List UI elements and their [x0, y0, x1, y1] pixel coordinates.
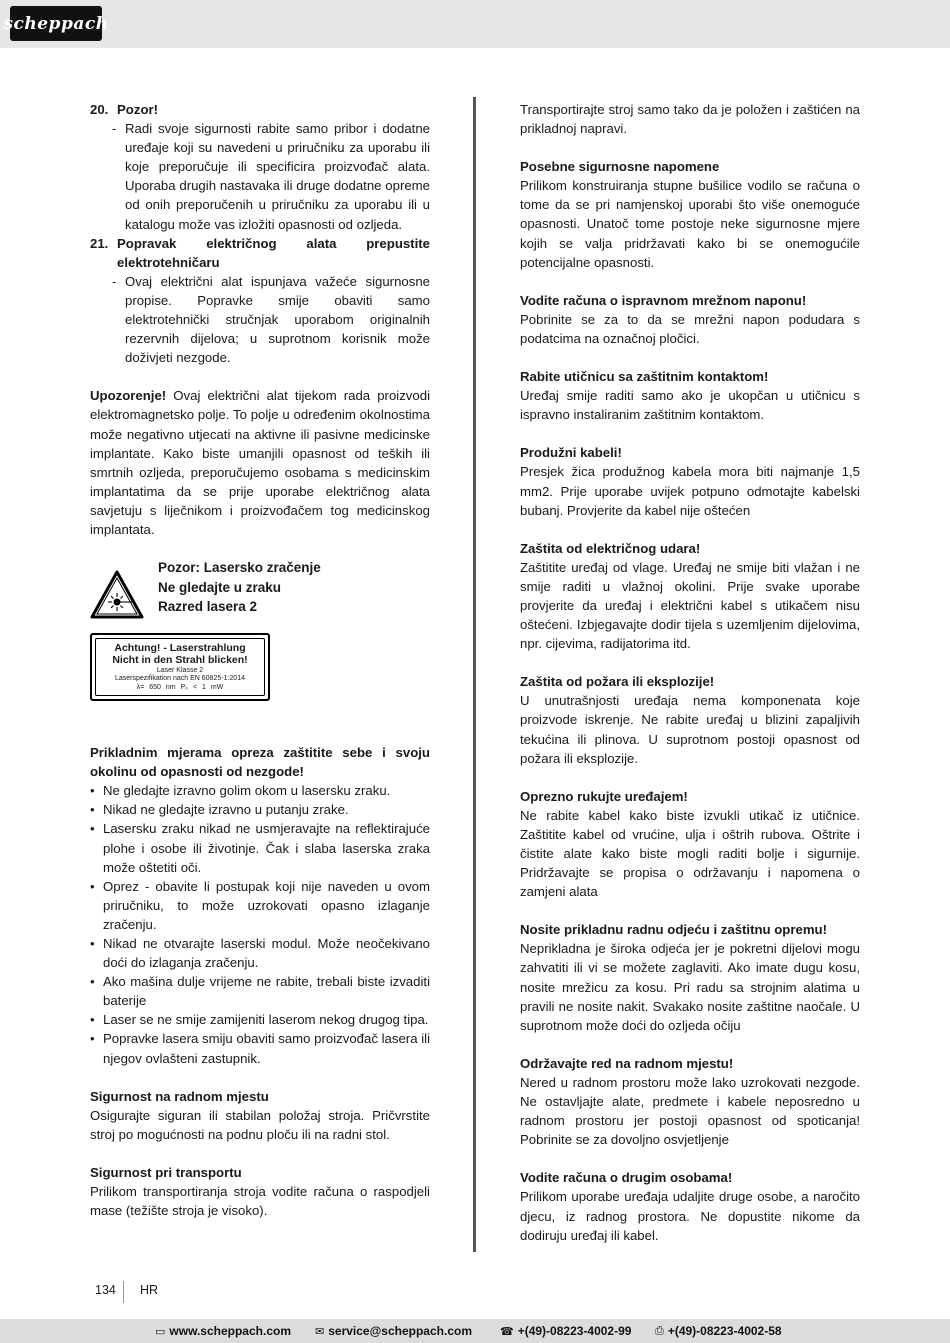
protection-title: Prikladnim mjerama opreza zaštitite sebe i svoju okolinu od opasnosti od nezgode! — [90, 745, 430, 780]
list-item: • Nikad ne gledajte izravno u putanju zrake. — [90, 802, 349, 818]
dash-marker: - — [112, 273, 117, 289]
section-title: Produžni kabeli! — [520, 445, 622, 461]
phone-contact — [500, 1324, 631, 1338]
transport-intro: Transportirajte stroj samo tako da je položen i zaštićen na prikladnoj napravi. — [520, 102, 860, 137]
footer-divider — [123, 1281, 124, 1303]
section-title: Rabite utičnicu sa zaštitnim kontaktom! — [520, 369, 769, 385]
section-item-20 — [90, 100, 430, 119]
section-text: Neprikladna je široka odjeća jer je pokretni dijelovi mogu zahvatiti ili vi se možete zaglaviti. Ako imate dugu kosu, nosite mrežicu za kosu. Pri radu sa strojnim alatima u pravili ne nosite nakit. Svakako nosite zaštitne naočale. U suprotnom može doći do ozljeda očiju — [520, 941, 860, 1033]
phone-number: +(49)-08223-4002-99 — [517, 1324, 632, 1338]
list-item: • Ne gledajte izravno golim okom u lasersku zraku. — [90, 783, 391, 799]
dash-marker: - — [112, 121, 117, 137]
fax-number: +(49)-08223-4002-58 — [667, 1324, 782, 1338]
label-line-2: Nicht in den Strahl blicken! — [112, 654, 248, 667]
monitor-icon: ▭ — [155, 1325, 166, 1338]
section-text: Prilikom uporabe uređaja udaljite druge osobe, a naročito djecu, iz radnog prostora. Ne dopustite nikome da dodiruju uređaj ili kabel. — [520, 1189, 860, 1243]
section-item-21 — [90, 234, 430, 272]
section-title: Održavajte red na radnom mjestu! — [520, 1055, 734, 1071]
section-text: Prilikom konstruiranja stupne bušilice vodilo se računa o tome da se pri namjenskoj uporabi što više onemoguće opasnosti. Unatoč tome postoje neke sigurnosne mjere kojih se valja pridržavati kako bi se onemogućile potencijalne opasnosti. — [520, 178, 860, 270]
item-number: 20. — [90, 102, 109, 117]
laser-warning-text — [158, 558, 321, 617]
item-number: 21. — [90, 235, 109, 251]
laser-line-2: Ne gledajte u zraku — [158, 579, 282, 595]
label-line-1: Achtung! - Laserstrahlung — [114, 642, 246, 655]
label-line-5: λ= 650 nm P₀ < 1 mW — [136, 684, 224, 692]
item-text: Radi svoje sigurnosti rabite samo pribor i dodatne uređaje koji su navedeni u priručniku za uporabu ili koje preporučuje ili specificira proizvođač alata. Uporaba drugih nastavaka ili druge dodatne opreme od onih preporučenih u priručniku za uporabu ili u katalogu može vas izložiti opasnosti od ozljeda. — [125, 121, 430, 232]
section-title: Nosite prikladnu radnu odjeću i zaštitnu opremu! — [520, 922, 828, 938]
section-text: Uređaj smije raditi samo ako je ukopčan u utičnicu s ispravno instaliranim zaštitnim kontaktom. — [520, 388, 860, 423]
website-contact[interactable] — [155, 1324, 291, 1338]
laser-warning-icon — [90, 570, 144, 620]
section-text: Pobrinite se za to da se mrežni napon podudara s podatcima na označnoj pločici. — [520, 311, 860, 346]
label-line-4: Laserspezifikation nach EN 60825-1:2014 — [115, 675, 245, 683]
scheppach-logo — [3, 6, 109, 41]
mail-icon: ✉ — [315, 1325, 325, 1338]
section-title: Zaštita od električnog udara! — [520, 540, 701, 556]
laser-line-1: Pozor: Lasersko zračenje — [158, 560, 321, 576]
section-text: Ne rabite kabel kako biste izvukli utikač iz utičnice. Zaštitite kabel od vrućine, ulja i oštrih rubova. Oštrite i čistite alate kako biste mogli raditi bolje i sigurnije. Pridržavajte se propisa o održavanju i napomena o zamjeni alata — [520, 807, 860, 900]
item-text: Ovaj električni alat ispunjava važeće sigurnosne propise. Popravke smije obaviti samo elektrotehnički stručnjak uporabom originalnih rezervnih dijelova; u suprotnom korisnik može doživjeti nezgode. — [125, 273, 430, 366]
item-title: Popravak električnog alata prepustite elektrotehničaru — [117, 235, 430, 270]
fax-icon: ⎙ — [655, 1324, 664, 1337]
workplace-title: Sigurnost na radnom mjestu — [90, 1088, 269, 1104]
section-title: Zaštita od požara ili eksplozije! — [520, 674, 715, 690]
warning-label: Upozorenje! — [90, 388, 167, 404]
section-title: Vodite računa o drugim osobama! — [520, 1170, 733, 1186]
warning-text: Ovaj električni alat tijekom rada proizvodi elektromagnetsko polje. To polje u određenim okolnostima može negativno utjecati na aktivne ili pasivne medicinske implantate. Kako biste umanjili opasnost od teških ili smrtnih ozljeda, preporučujemo osobama s medicinskim implantatima da se prije uporabe električnog alata savjetuju s liječnikom i proizvođačem tog medicinskog implantata. — [90, 388, 430, 537]
website-link[interactable]: www.scheppach.com — [169, 1324, 291, 1338]
section-text: U unutrašnjosti uređaja nema komponenata koje proizvode iskrenje. Ne rabite uređaj u blizini zapaljivih tekućina ili plinova. U suprotnom postoji opasnost od požara ili eksplozije. — [520, 693, 860, 766]
item-20-text — [90, 119, 430, 234]
laser-warning-block — [90, 558, 430, 743]
right-column — [520, 100, 860, 1245]
email-link[interactable]: service@scheppach.com — [328, 1324, 472, 1338]
language-code: HR — [140, 1283, 159, 1297]
left-column — [90, 100, 430, 1220]
label-line-3: Laser Klasse 2 — [156, 667, 204, 675]
section-text: Zaštitite uređaj od vlage. Uređaj ne smije biti vlažan i ne smije raditi u vlažnoj okolini. Prije svake uporabe provjerite da uređaj i električni kabel s utikačem nisu oštećeni. Izbjegavajte dodir tijela s uzemljenim dijelovima, npr. cijevima, radijatorima itd. — [520, 559, 860, 652]
item-21-text — [90, 272, 430, 367]
phone-icon: ☎ — [500, 1325, 514, 1338]
section-title: Posebne sigurnosne napomene — [520, 159, 720, 175]
transport-title: Sigurnost pri transportu — [90, 1164, 242, 1180]
workplace-text: Osigurajte siguran ili stabilan položaj stroja. Pričvrstite stroj po mogućnosti na podnu ploču ili na radni stol. — [90, 1107, 430, 1142]
page-number: 134 — [95, 1283, 116, 1297]
header-bar — [0, 0, 950, 48]
list-item: • Lasersku zraku nikad ne usmjeravajte na reflektirajuće plohe i osobe ili životinje. Čak i slaba laserska zraka može oštetiti oči. — [90, 821, 430, 875]
list-item: • Nikad ne otvarajte laserski modul. Može neočekivano doći do izlaganja zračenju. — [90, 936, 430, 971]
laser-line-3: Razred lasera 2 — [158, 599, 258, 615]
emf-warning — [90, 386, 430, 539]
section-text: Presjek žica produžnog kabela mora biti najmanje 1,5 mm2. Prije uporabe uvijek potpuno odmotajte kabelski bubanj. Provjerite da kabel nije oštećen — [520, 464, 860, 518]
protection-bullet-list — [90, 781, 430, 1067]
list-item: • Laser se ne smije zamijeniti laserom nekog drugog tipa. — [90, 1012, 429, 1028]
transport-text: Prilikom transportiranja stroja vodite računa o raspodjeli mase (težište stroja je visoko). — [90, 1184, 430, 1219]
email-contact[interactable] — [315, 1324, 472, 1338]
section-text: Nered u radnom prostoru može lako uzrokovati nezgode. Ne ostavljajte alate, predmete i kabele neposredno u radnom prostoru jer postoji opasnost od spoticanja! Pobrinite se za dovoljno osvjetljenje — [520, 1074, 860, 1148]
laser-class-label — [90, 633, 270, 701]
fax-contact — [655, 1324, 782, 1338]
item-title: Pozor! — [117, 102, 159, 117]
section-title: Oprezno rukujte uređajem! — [520, 788, 688, 804]
list-item: • Oprez - obavite li postupak koji nije naveden u ovom priručniku, to može uzrokovati opasno izlaganje zračenju. — [90, 878, 430, 932]
logo-text: scheppach — [3, 13, 109, 34]
contact-bar — [0, 1319, 950, 1343]
list-item: • Ako mašina dulje vrijeme ne rabite, trebali biste izvaditi baterije — [90, 974, 430, 1009]
list-item: • Popravke lasera smiju obaviti samo proizvođač lasera ili njegov ovlašteni zastupnik. — [90, 1031, 430, 1066]
section-title: Vodite računa o ispravnom mrežnom naponu! — [520, 292, 807, 308]
column-divider — [473, 97, 476, 1252]
